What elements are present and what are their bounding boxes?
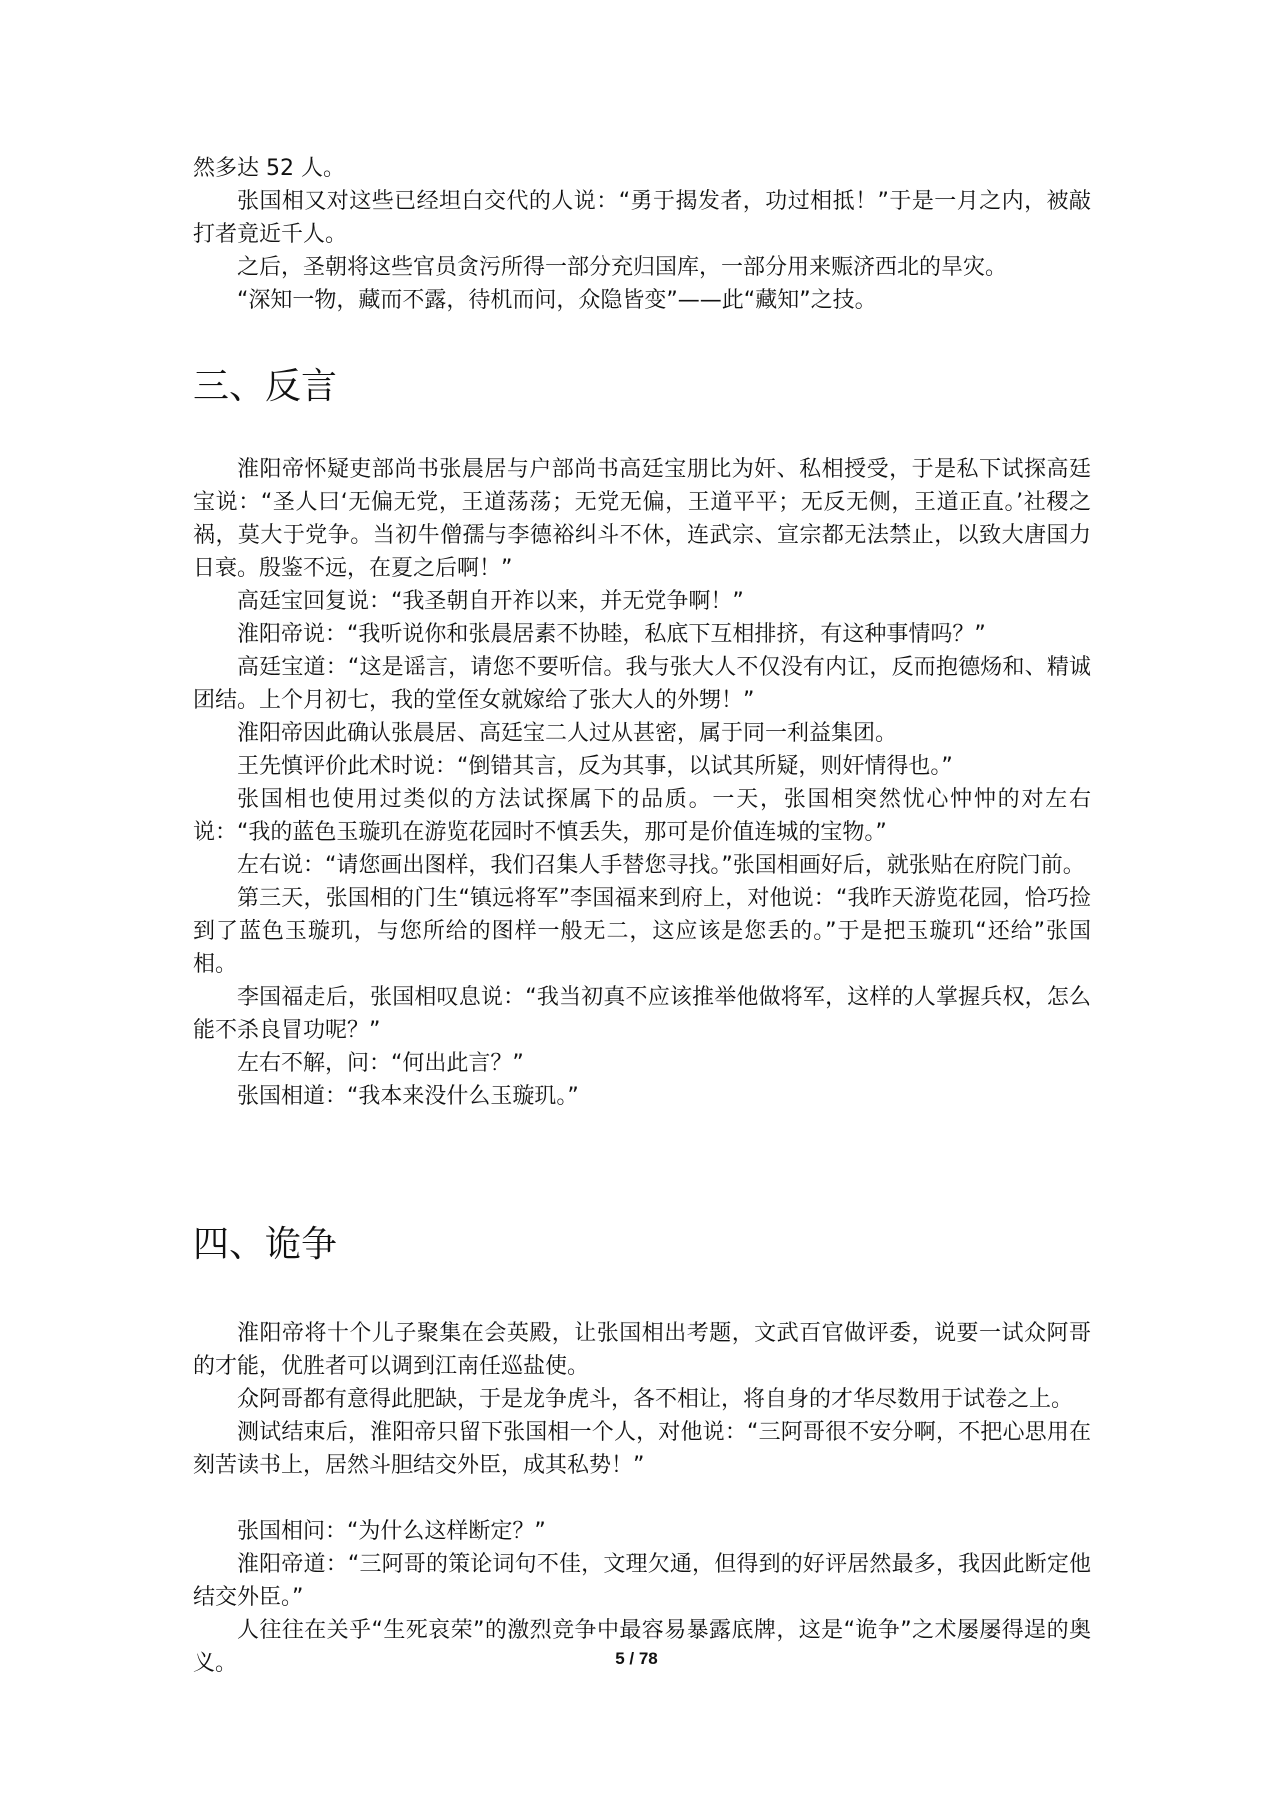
section3-paragraph: 张国相道：“我本来没什么玉璇玑。”: [237, 1084, 579, 1109]
section3-paragraph: 左右不解，问：“何出此言？”: [237, 1051, 524, 1076]
section3-paragraph: 左右说：“请您画出图样，我们召集人手替您寻找。”张国相画好后，就张贴在府院门前。: [237, 853, 1085, 878]
page-number: 5 / 78: [615, 1649, 658, 1668]
section3-paragraph: 第三天，张国相的门生“镇远将军”李国福来到府上，对他说：“我昨天游览花园，恰巧捡到了蓝色玉璇玑，与您所给的图样一般无二，这应该是您丢的。”于是把玉璇玑“还给”张国相。: [193, 886, 1091, 977]
section-heading-fanyan: 三、反言: [193, 366, 338, 407]
intro-paragraph-1: 然多达 52 人。: [193, 156, 345, 181]
section4-paragraph: 淮阳帝道：“三阿哥的策论词句不佳，文理欠通，但得到的好评居然最多，我因此断定他结交外臣。”: [193, 1552, 1091, 1610]
section3-paragraph: 高廷宝回复说：“我圣朝自开祚以来，并无党争啊！”: [237, 589, 744, 614]
section4-paragraph: 张国相问：“为什么这样断定？”: [237, 1519, 546, 1544]
section3-paragraph: 高廷宝道：“这是谣言，请您不要听信。我与张大人不仅没有内讧，反而抱德炀和、精诚团结。上个月初七，我的堂侄女就嫁给了张大人的外甥！”: [193, 655, 1091, 713]
section3-paragraph: 淮阳帝说：“我听说你和张晨居素不协睦，私底下互相排挤，有这种事情吗？”: [237, 622, 986, 647]
section-body-guizheng: [193, 1317, 1091, 1680]
section4-paragraph: 众阿哥都有意得此肥缺，于是龙争虎斗，各不相让，将自身的才华尽数用于试卷之上。: [237, 1387, 1074, 1412]
section4-paragraph: 淮阳帝将十个儿子聚集在会英殿，让张国相出考题，文武百官做评委，说要一试众阿哥的才能，优胜者可以调到江南任巡盐使。: [193, 1321, 1091, 1379]
page-content: [193, 152, 1091, 1680]
section3-paragraph: 李国福走后，张国相叹息说：“我当初真不应该推举他做将军，这样的人掌握兵权，怎么能不杀良冒功呢？”: [193, 985, 1091, 1043]
section-heading-guizheng: 四、诡争: [193, 1224, 338, 1265]
section-body-fanyan: [193, 453, 1091, 1113]
intro-paragraph-2: 张国相又对这些已经坦白交代的人说：“勇于揭发者，功过相抵！”于是一月之内，被敲打者竟近千人。: [193, 189, 1091, 247]
section4-paragraph: 人往往在关乎“生死哀荣”的激烈竞争中最容易暴露底牌，这是“诡争”之术屡屡得逞的奥义。: [193, 1618, 1091, 1676]
section3-paragraph: 淮阳帝因此确认张晨居、高廷宝二人过从甚密，属于同一利益集团。: [237, 721, 898, 746]
intro-paragraph-3: 之后，圣朝将这些官员贪污所得一部分充归国库，一部分用来赈济西北的旱灾。: [237, 255, 1008, 280]
section3-paragraph: 淮阳帝怀疑吏部尚书张晨居与户部尚书高廷宝朋比为奸、私相授受，于是私下试探高廷宝说：“圣人曰‘无偏无党，王道荡荡；无党无偏，王道平平；无反无侧，王道正直。’社稷之祸，莫大于党争。当初牛僧孺与李德裕纠斗不休，连武宗、宣宗都无法禁止，以致大唐国力日衰。殷鉴不远，在夏之后啊！”: [193, 457, 1091, 581]
section3-paragraph: 王先慎评价此术时说：“倒错其言，反为其事，以试其所疑，则奸情得也。”: [237, 754, 953, 779]
section3-paragraph: 张国相也使用过类似的方法试探属下的品质。一天，张国相突然忧心忡忡的对左右说：“我的蓝色玉璇玑在游览花园时不慎丢失，那可是价值连城的宝物。”: [193, 787, 1091, 845]
intro-paragraph-4: “深知一物，藏而不露，待机而问，众隐皆变”——此“藏知”之技。: [237, 288, 877, 313]
section4-paragraph: 测试结束后，淮阳帝只留下张国相一个人，对他说：“三阿哥很不安分啊，不把心思用在刻苦读书上，居然斗胆结交外臣，成其私势！”: [193, 1420, 1091, 1478]
